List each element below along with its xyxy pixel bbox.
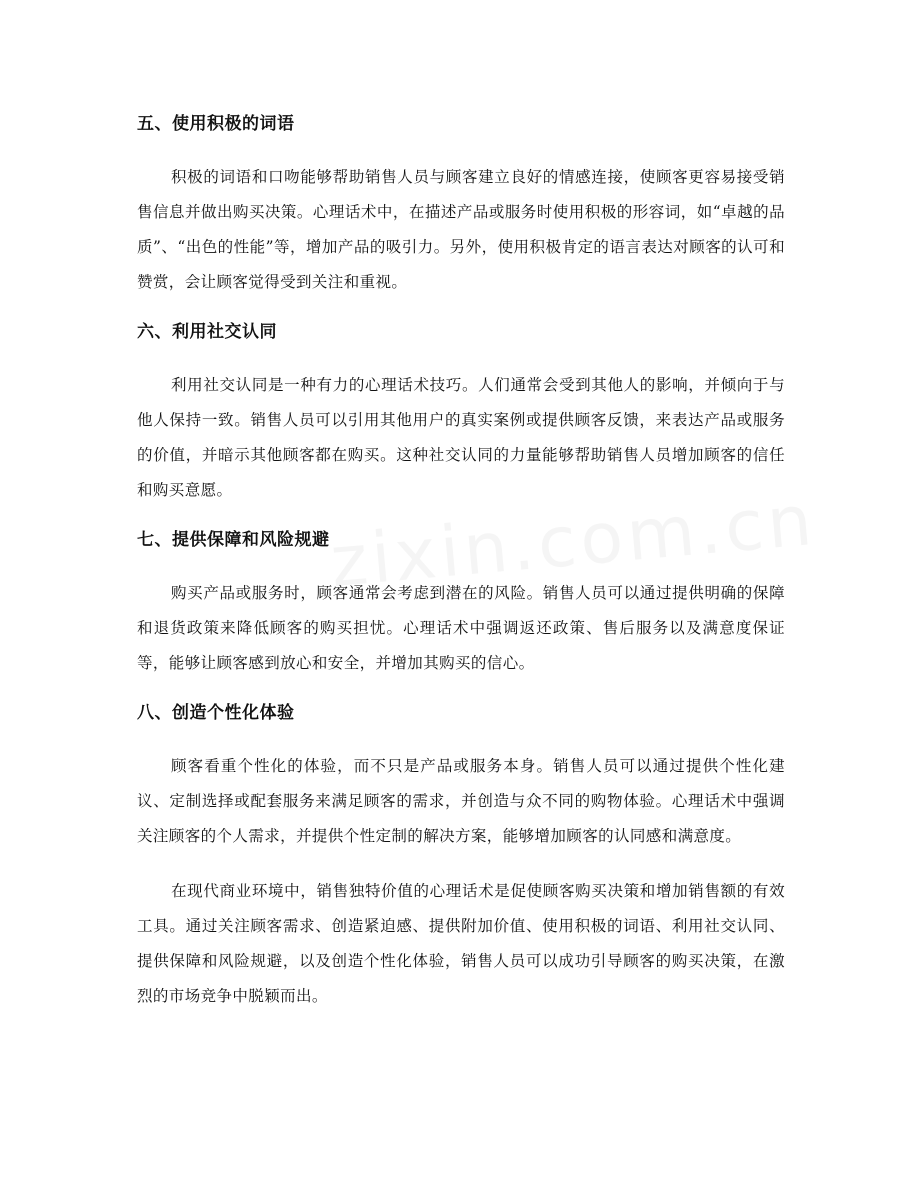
section-title: 七、提供保障和风险规避: [137, 530, 330, 550]
section-paragraph: 顾客看重个性化的体验，而不只是产品或服务本身。销售人员可以通过提供个性化建议、定制选择或配套服务来满足顾客的需求，并创造与众不同的购物体验。心理话术中强调关注顾客的个人需求，并提供个性定制的解决方案，能够增加顾客的认同感和满意度。: [137, 757, 785, 845]
section-paragraph: 积极的词语和口吻能够帮助销售人员与顾客建立良好的情感连接，使顾客更容易接受销售信息并做出购买决策。心理话术中，在描述产品或服务时使用积极的形容词，如“卓越的品质”、“出色的性能”等，增加产品的吸引力。另外，使用积极肯定的语言表达对顾客的认可和赞赏，会让顾客觉得受到关注和重视。: [137, 168, 785, 291]
section-8: [137, 701, 785, 854]
document-page: [137, 100, 785, 1034]
section-title: 八、创造个性化体验: [137, 703, 295, 723]
section-paragraph: 购买产品或服务时，顾客通常会考虑到潜在的风险。销售人员可以通过提供明确的保障和退货政策来降低顾客的购买担忧。心理话术中强调返还政策、售后服务以及满意度保证等，能够让顾客感到放心和安全，并增加其购买的信心。: [137, 584, 785, 672]
section-title: 六、利用社交认同: [137, 322, 277, 342]
section-5: [137, 112, 785, 300]
section-6: [137, 320, 785, 508]
conclusion-paragraph: 在现代商业环境中，销售独特价值的心理话术是促使顾客购买决策和增加销售额的有效工具。通过关注顾客需求、创造紧迫感、提供附加价值、使用积极的词语、利用社交认同、提供保障和风险规避，以及创造个性化体验，销售人员可以成功引导顾客的购买决策，在激烈的市场竞争中脱颖而出。: [137, 882, 785, 1005]
section-title: 五、使用积极的词语: [137, 114, 295, 134]
section-7: [137, 528, 785, 681]
section-paragraph: 利用社交认同是一种有力的心理话术技巧。人们通常会受到其他人的影响，并倾向于与他人保持一致。销售人员可以引用其他用户的真实案例或提供顾客反馈，来表达产品或服务的价值，并暗示其他顾客都在购买。这种社交认同的力量能够帮助销售人员增加顾客的信任和购买意愿。: [137, 376, 785, 499]
